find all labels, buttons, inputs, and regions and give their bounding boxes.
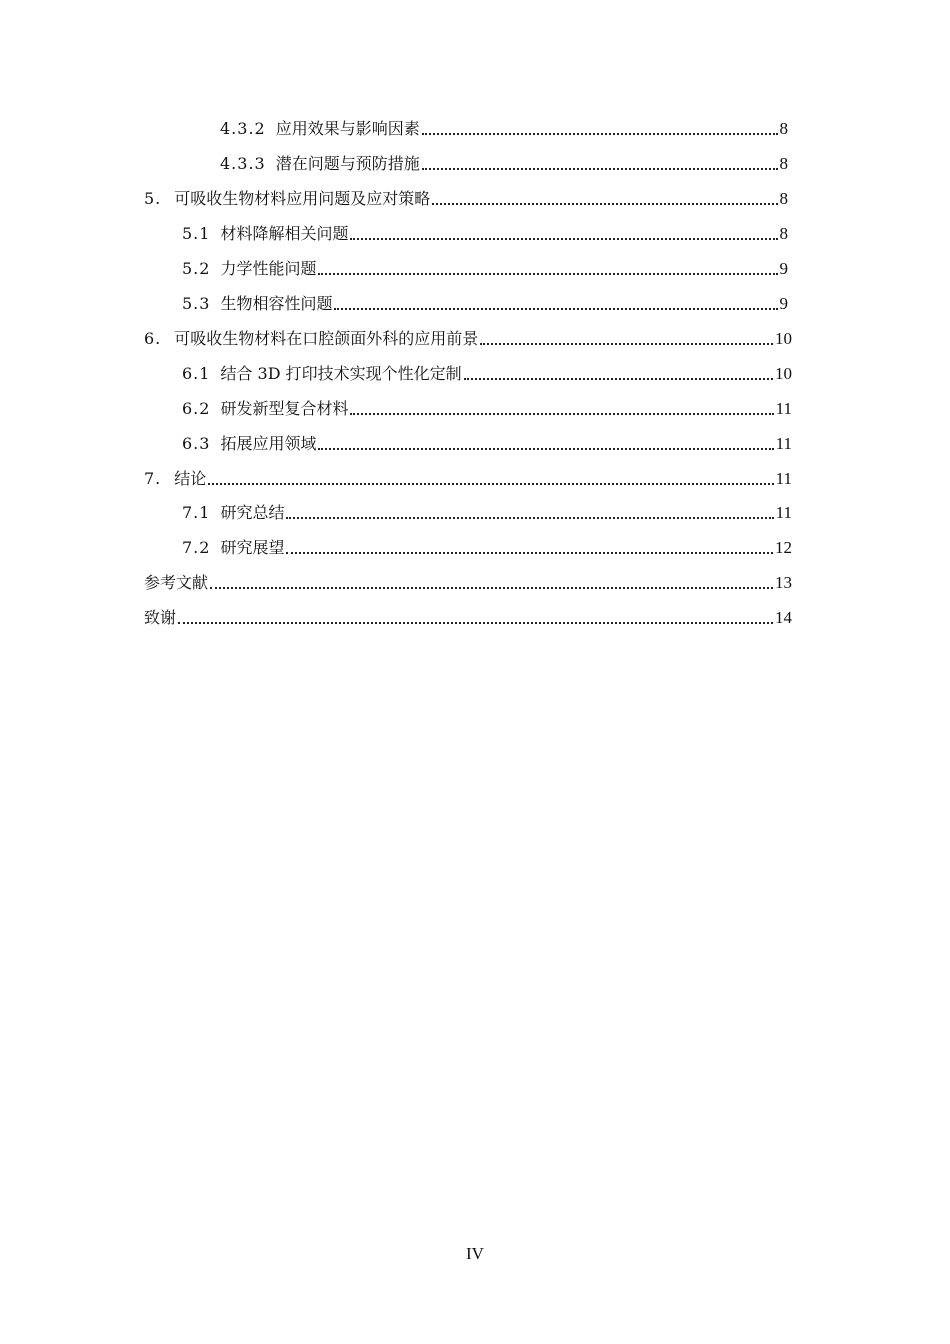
toc-number: 7. [144,469,162,488]
toc-number: 7.1 [182,503,211,522]
toc-number: 5. [144,189,162,208]
toc-entry-6-3[interactable] [182,428,792,454]
dot-leader [286,516,773,519]
toc-entry-7-1[interactable] [182,497,792,523]
toc-title: 结合 3D 打印技术实现个性化定制 [220,364,462,383]
toc-title: 可吸收生物材料应用问题及应对策略 [174,189,431,208]
dot-leader [480,342,773,345]
page-footer-number: IV [466,1244,484,1263]
toc-entry-references[interactable] [144,567,792,593]
dot-leader [208,482,773,485]
dot-leader [318,447,773,450]
toc-page-number: 13 [775,573,792,592]
toc-number: 6.2 [182,399,211,418]
toc-page-number: 11 [775,503,792,522]
toc-entry-6-2[interactable] [182,393,792,419]
dot-leader [350,412,773,415]
toc-title: 研究总结 [220,503,285,522]
dot-leader [464,377,773,380]
toc-page-number: 11 [775,399,792,418]
toc-page-number: 8 [779,154,788,173]
toc-number: 5.2 [182,259,211,278]
toc-page-number: 8 [779,189,788,208]
toc-page-number: 12 [775,538,792,557]
toc-title: 参考文献 [144,573,209,592]
toc-title: 应用效果与影响因素 [275,119,420,138]
toc-title: 研发新型复合材料 [220,399,349,418]
dot-leader [210,586,773,589]
toc-page-number: 8 [779,119,788,138]
toc-entry-5-2[interactable] [182,253,788,279]
toc-page-number: 11 [775,469,792,488]
dot-leader [422,132,778,135]
toc-number: 5.1 [182,224,211,243]
dot-leader [318,272,777,275]
toc-page-number: 14 [775,608,792,627]
toc-entry-6-1[interactable] [182,358,792,384]
toc-title: 研究展望 [220,538,285,557]
toc-number: 6.3 [182,434,211,453]
toc-page-number: 10 [775,329,792,348]
toc-page-number: 10 [775,364,792,383]
dot-leader [422,167,778,170]
toc-title: 力学性能问题 [220,259,317,278]
toc-entry-4-3-2[interactable] [220,113,788,139]
toc-number: 4.3.2 [220,119,266,138]
dot-leader [178,621,773,624]
toc-entry-7-2[interactable] [182,532,792,558]
toc-entry-acknowledgements[interactable] [144,602,792,628]
toc-title: 结论 [174,469,207,488]
toc-page-number: 8 [779,224,788,243]
toc-entry-5[interactable] [144,183,788,209]
dot-leader [350,237,777,240]
toc-page-number: 11 [775,434,792,453]
toc-title: 致谢 [144,608,177,627]
toc-title: 拓展应用领域 [220,434,317,453]
toc-title: 材料降解相关问题 [220,224,349,243]
dot-leader [286,551,773,554]
toc-title: 可吸收生物材料在口腔颌面外科的应用前景 [174,329,479,348]
toc-entry-6[interactable] [144,323,792,349]
toc-entry-5-3[interactable] [182,288,788,314]
toc-entry-5-1[interactable] [182,218,788,244]
toc-entry-4-3-3[interactable] [220,148,788,174]
toc-page-number: 9 [779,294,788,313]
toc-number: 6.1 [182,364,211,383]
dot-leader [432,202,777,205]
toc-page-number: 9 [779,259,788,278]
toc-entry-7[interactable] [144,463,792,489]
toc-number: 6. [144,329,162,348]
toc-number: 5.3 [182,294,211,313]
toc-title: 潜在问题与预防措施 [275,154,420,173]
toc-number: 7.2 [182,538,211,557]
toc-title: 生物相容性问题 [220,294,333,313]
toc-number: 4.3.3 [220,154,266,173]
dot-leader [334,307,777,310]
